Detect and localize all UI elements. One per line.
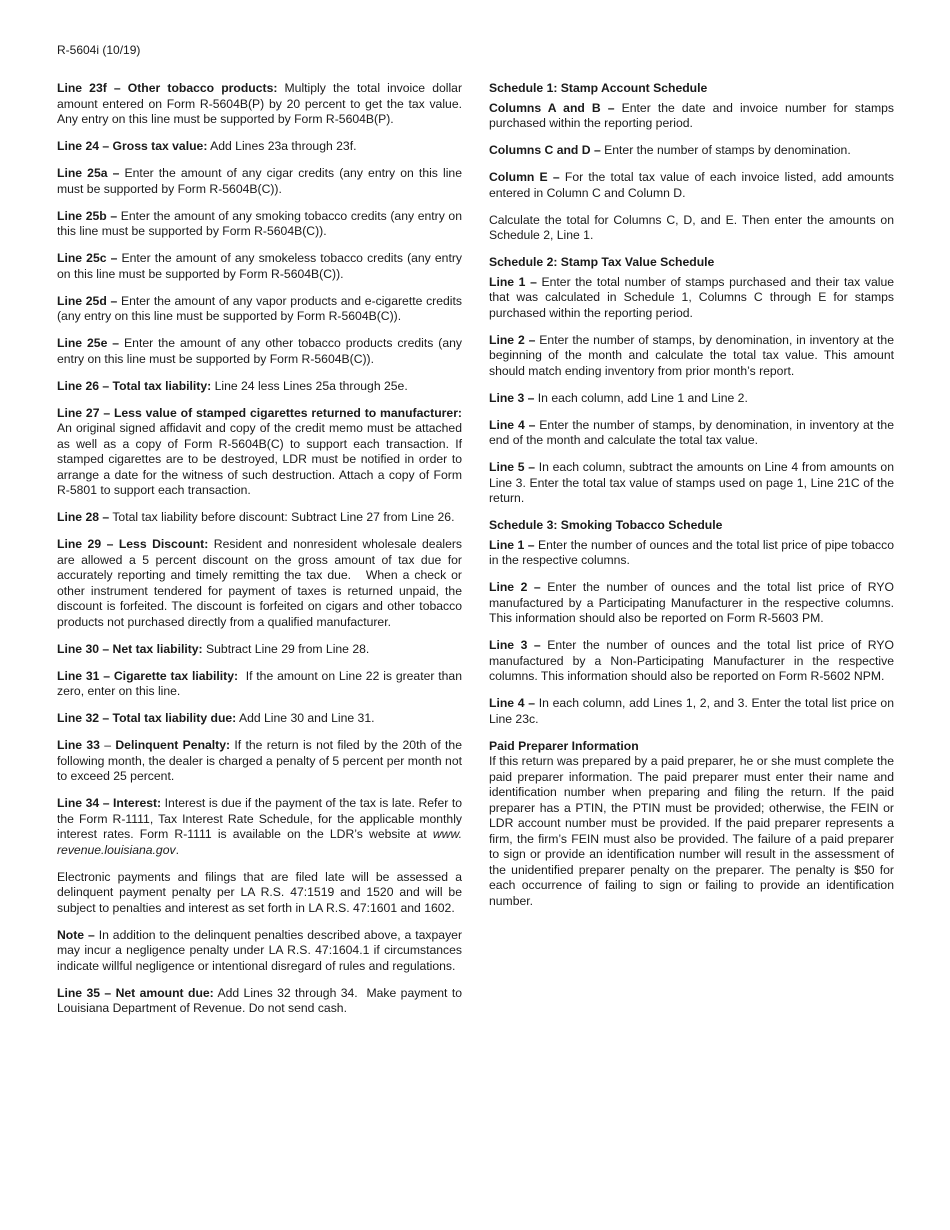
line-25c (57, 251, 462, 282)
schedule-2-line-4 (489, 418, 894, 449)
schedule-2-line-5 (489, 460, 894, 507)
line-25a-heading: Line 25a – (57, 166, 120, 180)
s2-line-2-heading: Line 2 – (489, 332, 536, 347)
line-25b-text: Enter the amount of any smoking tobacco credits (any entry on this line must be supported by Form R-5604B(C)). (57, 208, 462, 238)
schedule-2-line-3 (489, 391, 894, 407)
line-25e-text: Enter the amount of any other tobacco products credits (any entry on this line must be supported by Form R-5604B(C)). (57, 336, 462, 366)
line-24-heading: Line 24 – Gross tax value: (57, 139, 208, 153)
s2-line-1-heading: Line 1 – (489, 274, 537, 289)
line-28-text: Total tax liability before discount: Subtract Line 27 from Line 26. (109, 510, 455, 524)
line-25d (57, 294, 462, 325)
s2-line-5-text: In each column, subtract the amounts on Line 4 from amounts on Line 3. Enter the total tax value of stamps used on page 1, Line 21C of the return. (489, 460, 894, 505)
line-34-end: . (175, 842, 179, 857)
line-25b-heading: Line 25b – (57, 208, 118, 223)
line-33-dash: – (99, 738, 116, 752)
schedule-1-title: Schedule 1: Stamp Account Schedule (489, 81, 708, 95)
paid-preparer-title: Paid Preparer Information (489, 738, 639, 753)
s3-line-1-heading: Line 1 – (489, 537, 535, 552)
line-25c-heading: Line 25c – (57, 251, 118, 265)
note-text: In addition to the delinquent penalties described above, a taxpayer may incur a negligence penalty under LA R.S. 47:1604.1 if circumstances indicate willful negligence or intentional disregard of rules and regulations. (57, 927, 462, 973)
columns-ab-text: Enter the date and invoice number for stamps purchased within the reporting period. (489, 100, 895, 130)
line-23f (57, 81, 462, 128)
line-32-heading: Line 32 – Total tax liability due: (57, 711, 237, 725)
schedule-3-line-3 (489, 638, 894, 685)
columns-cd-text: Enter the number of stamps by denomination. (600, 143, 851, 157)
line-25b (57, 209, 462, 240)
s3-line-3-text: Enter the number of ounces and the total list price of RYO manufactured by a Non-Participating Manufacturer in the respective columns. This information should also be reported on Form R-5602 NPM. (489, 638, 894, 683)
line-28-heading: Line 28 – (57, 510, 110, 524)
line-26 (57, 379, 462, 395)
line-26-heading: Line 26 – Total tax liability: (57, 378, 212, 393)
line-30-heading: Line 30 – Net tax liability: (57, 641, 203, 656)
line-35 (57, 985, 466, 1017)
electronic-payments-note: Electronic payments and filings that are filed late will be assessed a delinquent payment penalty per LA R.S. 47:1519 and 1520 and will be subject to penalties and interest as set forth in LA R.S. 47:1601 and 1602. (57, 869, 462, 915)
line-25a (57, 166, 462, 197)
negligence-note (57, 928, 462, 975)
line-27 (57, 406, 462, 499)
schedule-3-title: Schedule 3: Smoking Tobacco Schedule (489, 518, 723, 532)
column-e-heading: Column E – (489, 170, 560, 184)
s3-line-3-heading: Line 3 – (489, 638, 541, 652)
schedule-1-columns-ab (489, 101, 894, 132)
line-34-heading: Line 34 – Interest: (57, 796, 162, 810)
schedule-2-line-2 (489, 333, 894, 380)
column-e-text: For the total tax value of each invoice listed, add amounts entered in Column C and Column D. (489, 170, 894, 200)
schedule-3-line-4 (489, 696, 894, 727)
s2-line-5-heading: Line 5 – (489, 460, 536, 474)
s3-line-4-text: In each column, add Lines 1, 2, and 3. Enter the total list price on Line 23c. (489, 696, 894, 726)
line-25d-text: Enter the amount of any vapor products and e-cigarette credits (any entry on this line must be supported by Form R-5604B(C)). (57, 293, 462, 323)
s3-line-4-heading: Line 4 – (489, 696, 536, 710)
line-35-text: Add Lines 32 through 34. Make payment to Louisiana Department of Revenue. Do not send cash. (57, 985, 466, 1015)
s2-line-2-text: Enter the number of stamps, by denomination, in inventory at the beginning of the month and calculate the total tax value. This amount should match ending inventory from prior month’s report. (489, 332, 894, 378)
left-column (57, 81, 466, 1028)
s2-line-3-heading: Line 3 – (489, 390, 535, 405)
s2-line-4-text: Enter the number of stamps, by denomination, in inventory at the end of the month and calculate the total tax value. (489, 417, 894, 447)
right-column (489, 81, 894, 921)
line-28 (57, 510, 462, 526)
line-33 (57, 738, 462, 785)
line-29-text: Resident and nonresident wholesale dealers are allowed a 5 percent discount on the gross amount of tax due for accurately reporting and timely remitting the tax due. When a check or other instrument tendered for payment of taxes is returned unpaid, the discount is forfeited. The discount is forfeited on cigars and other tobacco products not purchased directly from a qualified manufacturer. (57, 537, 466, 629)
line-25e-heading: Line 25e – (57, 336, 120, 350)
schedule-2-line-1 (489, 275, 894, 322)
line-31 (57, 668, 466, 700)
line-27-text: An original signed affidavit and copy of the credit memo must be attached as well as a copy of Form R-5604B(C) to support each transaction. If stamped cigarettes are to be destroyed, LDR must be notified in order to arrange a date for the witness of such destruction. Attach a copy of Form R-5801 to support each transaction. (57, 421, 462, 497)
note-heading: Note – (57, 927, 95, 942)
schedule-2-title: Schedule 2: Stamp Tax Value Schedule (489, 255, 715, 269)
s2-line-3-text: In each column, add Line 1 and Line 2. (534, 390, 748, 405)
columns-cd-heading: Columns C and D – (489, 143, 601, 157)
s3-line-2-heading: Line 2 – (489, 580, 541, 594)
line-25c-text: Enter the amount of any smokeless tobacco credits (any entry on this line must be supported by Form R-5604B(C)). (57, 251, 462, 281)
line-29 (57, 537, 466, 630)
s3-line-1-text: Enter the number of ounces and the total list price of pipe tobacco in the respective columns. (489, 537, 894, 567)
line-23f-heading: Line 23f – Other tobacco products: (57, 81, 278, 95)
line-30 (57, 642, 462, 658)
line-32-text: Add Line 30 and Line 31. (236, 711, 375, 725)
line-32 (57, 711, 462, 727)
line-33-heading: Line 33 (57, 738, 100, 752)
line-26-text: Line 24 less Lines 25a through 25e. (211, 378, 408, 393)
s2-line-4-heading: Line 4 – (489, 417, 536, 432)
schedule-1-calculate: Calculate the total for Columns C, D, and E. Then enter the amounts on Schedule 2, Line 1. (489, 212, 894, 242)
line-33-subheading: Delinquent Penalty: (115, 738, 231, 752)
line-35-heading: Line 35 – Net amount due: (57, 985, 214, 1000)
line-31-heading: Line 31 – Cigarette tax liability: (57, 668, 239, 683)
line-25a-text: Enter the amount of any cigar credits (any entry on this line must be supported by Form R-5604B(C)). (57, 166, 462, 196)
schedule-3-line-2 (489, 580, 894, 627)
line-30-text: Subtract Line 29 from Line 28. (202, 641, 370, 656)
schedule-3-line-1 (489, 538, 894, 569)
line-25d-heading: Line 25d – (57, 293, 118, 308)
s2-line-1-text: Enter the total number of stamps purchased and their tax value that was calculated in Schedule 1, Columns C through E for stamps purchased within the reporting period. (489, 274, 894, 320)
line-24-text: Add Lines 23a through 23f. (207, 139, 357, 153)
line-33-text: If the return is not filed by the 20th of the following month, the dealer is charged a penalty of 5 percent per month not to exceed 25 percent. (57, 738, 462, 783)
schedule-1-column-e (489, 170, 894, 201)
s3-line-2-text: Enter the number of ounces and the total list price of RYO manufactured by a Participating Manufacturer in the respective columns. This information should also be reported on Form R-5603 PM. (489, 580, 894, 625)
ldr-website-link[interactable]: www. revenue.louisiana.gov (57, 827, 462, 857)
line-27-heading: Line 27 – Less value of stamped cigarettes returned to manufacturer: (57, 405, 462, 420)
line-34 (57, 796, 462, 858)
line-25e (57, 336, 462, 367)
form-id: R-5604i (10/19) (57, 43, 141, 57)
line-29-heading: Line 29 – Less Discount: (57, 537, 209, 551)
line-31-text: If the amount on Line 22 is greater than zero, enter on this line. (57, 668, 466, 698)
schedule-1-columns-cd (489, 143, 894, 159)
line-23f-text: Multiply the total invoice dollar amount entered on Form R-5604B(P) by 20 percent to get the tax value. Any entry on this line must be supported by Form R-5604B(P). (57, 81, 462, 126)
columns-ab-heading: Columns A and B – (489, 100, 615, 115)
paid-preparer-text: If this return was prepared by a paid preparer, he or she must complete the paid preparer information. The paid preparer must enter their name and identification number when preparing and filing the return. If the paid preparer has a PTIN, the PTIN must be provided; otherwise, the FEIN or LDR account number must be provided. If the paid preparer represents a firm, the firm’s FEIN must also be provided. The failure of a paid preparer to sign or provide an identification number will result in the assessment of the unidentified preparer penalty on the preparer. The penalty is $50 for each occurrence of failing to sign or failing to provide an identification number. (489, 754, 894, 908)
line-24 (57, 139, 462, 155)
line-34-text: Interest is due if the payment of the tax is late. Refer to the Form R-1111, Tax Interest Rate Schedule, for the applicable monthly interest rates. Form R-1111 is available on the LDR’s website at (57, 796, 462, 841)
